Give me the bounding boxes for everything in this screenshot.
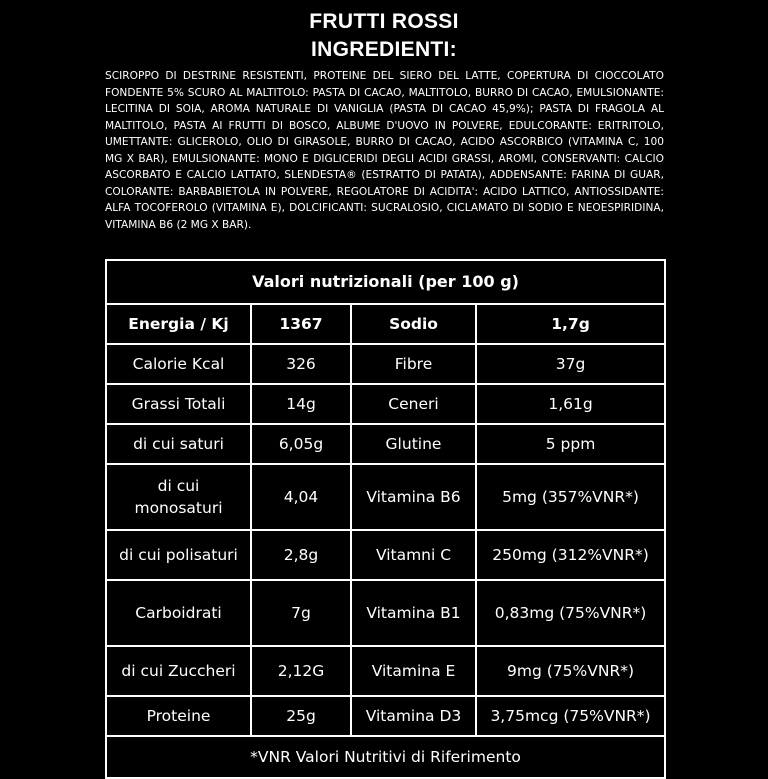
nutrient-name: Vitamina B1	[351, 580, 476, 646]
nutrient-name: di cui monosaturi	[106, 464, 251, 530]
nutrient-value: 0,83mg (75%VNR*)	[476, 580, 665, 646]
nutrient-name: Vitamina E	[351, 646, 476, 696]
table-row	[106, 580, 665, 646]
product-title: FRUTTI ROSSI	[309, 10, 459, 33]
table-row	[106, 344, 665, 384]
nutrient-value: 5mg (357%VNR*)	[476, 464, 665, 530]
nutrient-name: Carboidrati	[106, 580, 251, 646]
nutrient-value: 9mg (75%VNR*)	[476, 646, 665, 696]
table-row	[106, 424, 665, 464]
table-row	[106, 530, 665, 580]
table-row	[106, 304, 665, 344]
table-row	[106, 384, 665, 424]
nutrient-name: Calorie Kcal	[106, 344, 251, 384]
nutrient-name: di cui Zuccheri	[106, 646, 251, 696]
table-row	[106, 646, 665, 696]
ingredients-heading: INGREDIENTI:	[311, 38, 457, 61]
table-header-row	[106, 260, 665, 304]
nutrient-name: Ceneri	[351, 384, 476, 424]
table-footnote-row	[106, 736, 665, 778]
table-header: Valori nutrizionali (per 100 g)	[106, 260, 665, 304]
nutrient-name: Glutine	[351, 424, 476, 464]
nutrient-value: 1367	[251, 304, 351, 344]
nutrient-name: Vitamina B6	[351, 464, 476, 530]
nutrient-value: 250mg (312%VNR*)	[476, 530, 665, 580]
nutrient-name: Energia / Kj	[106, 304, 251, 344]
footnote: *VNR Valori Nutritivi di Riferimento	[106, 736, 665, 778]
nutrient-name: Vitamni C	[351, 530, 476, 580]
nutrient-value: 7g	[251, 580, 351, 646]
nutrient-name: Proteine	[106, 696, 251, 736]
nutrient-name: Vitamina D3	[351, 696, 476, 736]
nutrient-name: Sodio	[351, 304, 476, 344]
nutrient-value: 25g	[251, 696, 351, 736]
table-row	[106, 696, 665, 736]
nutrient-value: 2,8g	[251, 530, 351, 580]
nutrient-value: 6,05g	[251, 424, 351, 464]
nutrient-value: 3,75mcg (75%VNR*)	[476, 696, 665, 736]
ingredients-text: SCIROPPO DI DESTRINE RESISTENTI, PROTEINE DEL SIERO DEL LATTE, COPERTURA DI CIOCCOLATO FONDENTE 5% SCURO AL MALTITOLO: PASTA DI CACAO, MALTITOLO, BURRO DI CACAO, EMULSIONANTE: LECITINA DI SOIA, AROMA NATURALE DI VANIGLIA (PASTA DI CACAO 45,9%); PASTA DI FRAGOLA AL MALTITOLO, PASTA AI FRUTTI DI BOSCO, ALBUME D'UOVO IN POLVERE, EDULCORANTE: ERITRITOLO, UMETTANTE: GLICEROLO, OLIO DI GIRASOLE, BURRO DI CACAO, ACIDO ASCORBICO (VITAMINA C, 100 MG X BAR), EMULSIONANTE: MONO E DIGLICERIDI DEGLI ACIDI GRASSI, AROMI, CONSERVANTI: CALCIO ASCORBATO E CALCIO LATTATO, SLENDESTA® (ESTRATTO DI PATATA), ADDENSANTE: FARINA DI GUAR, COLORANTE: BARBABIETOLA IN POLVERE, REGOLATORE DI ACIDITA': ACIDO LATTICO, ANTIOSSIDANTE: ALFA TOCOFEROLO (VITAMINA E), DOLCIFICANTI: SUCRALOSIO, CICLAMATO DI SODIO E NEOESPIRIDINA, VITAMINA B6 (2 MG X BAR).	[105, 70, 664, 231]
nutrient-value: 37g	[476, 344, 665, 384]
nutrient-name: Grassi Totali	[106, 384, 251, 424]
nutrient-value: 14g	[251, 384, 351, 424]
nutrient-value: 2,12G	[251, 646, 351, 696]
nutrient-name: di cui saturi	[106, 424, 251, 464]
nutrient-value: 4,04	[251, 464, 351, 530]
table-row	[106, 464, 665, 530]
nutrient-value: 326	[251, 344, 351, 384]
nutrition-table	[105, 259, 666, 779]
nutrient-name: di cui polisaturi	[106, 530, 251, 580]
nutrient-name: Fibre	[351, 344, 476, 384]
nutrient-value: 1,7g	[476, 304, 665, 344]
nutrient-value: 1,61g	[476, 384, 665, 424]
nutrient-value: 5 ppm	[476, 424, 665, 464]
